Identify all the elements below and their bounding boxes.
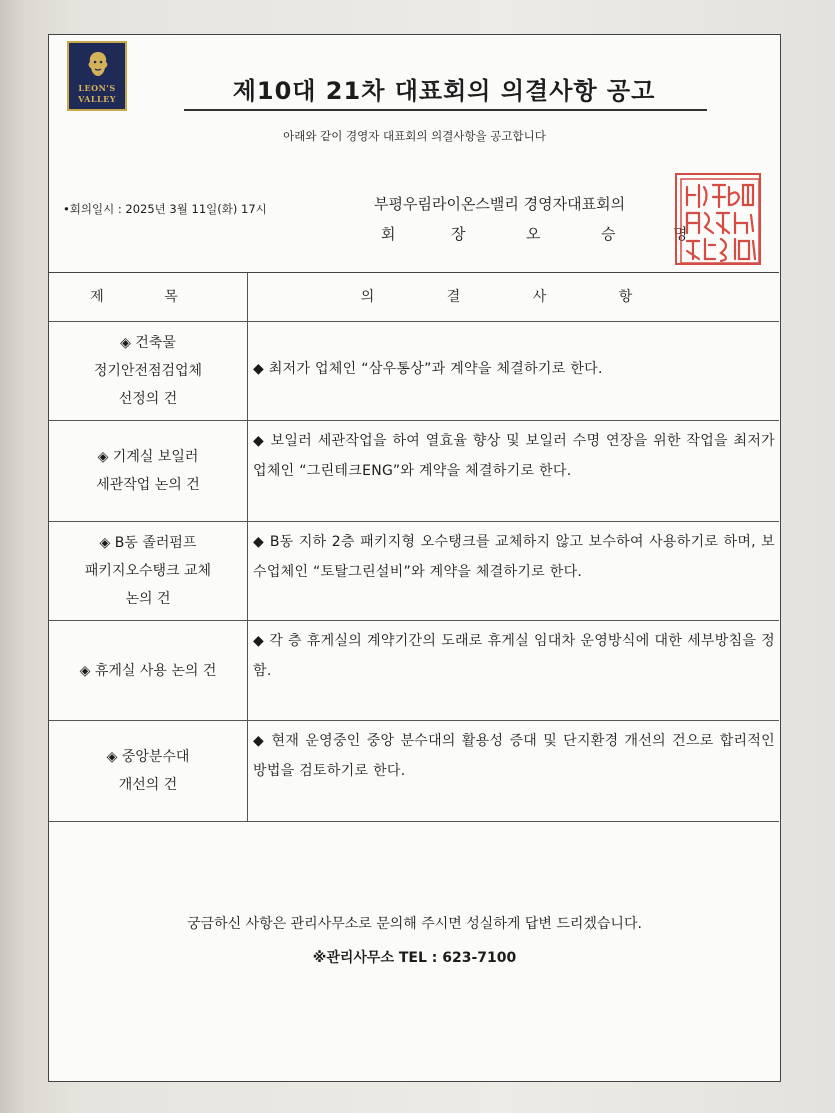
lions-valley-logo bbox=[67, 41, 127, 111]
chair-char: 승 bbox=[601, 225, 616, 243]
logo-text-line2: VALLEY bbox=[78, 94, 116, 104]
table-row bbox=[49, 721, 779, 822]
row-resolution: ◆ B동 지하 2층 패키지형 오수탱크를 교체하지 않고 보수하여 사용하기로 하며, 보수업체인 “토탈그린설비”와 계약을 체결하기로 한다. bbox=[253, 534, 775, 580]
official-seal-stamp bbox=[675, 173, 761, 265]
table-row bbox=[49, 522, 779, 621]
logo-text-line1: LEON'S bbox=[78, 83, 116, 93]
subject-line: ◈ 중앙분수대 bbox=[106, 749, 190, 765]
row-subject bbox=[49, 421, 248, 521]
row-resolution: ◆ 각 층 휴게실의 계약기간의 도래로 휴게실 임대차 운영방식에 대한 세부방침을 정함. bbox=[253, 633, 775, 679]
page-title: 제10대 21차 대표회의 의결사항 공고 bbox=[232, 77, 656, 105]
subject-line: ◈ B동 졸러펌프 bbox=[99, 535, 197, 551]
chair-char: 명 bbox=[673, 225, 688, 243]
row-subject bbox=[49, 721, 248, 821]
subject-line: ◈ 휴게실 사용 논의 건 bbox=[79, 662, 217, 679]
resolution-table bbox=[49, 272, 779, 822]
chair-char: 장 bbox=[451, 225, 466, 243]
header-subject: 제 목 bbox=[49, 273, 248, 321]
subject-line: 선정의 건 bbox=[118, 391, 178, 407]
row-resolution: ◆ 최저가 업체인 “삼우통상”과 계약을 체결하기로 한다. bbox=[253, 361, 603, 377]
header-resolution: 의 결 사 항 bbox=[360, 289, 667, 305]
footer-notice: 궁금하신 사항은 관리사무소로 문의해 주시면 성실하게 답변 드리겠습니다. bbox=[187, 916, 642, 932]
subtitle: 아래와 같이 경영자 대표회의 의결사항을 공고합니다 bbox=[283, 129, 546, 143]
table-row bbox=[49, 421, 779, 522]
chairperson-name bbox=[381, 223, 691, 243]
subject-line: ◈ 기계실 보일러 bbox=[97, 449, 199, 465]
subject-line: 정기안전점검업체 bbox=[93, 363, 203, 379]
subject-line: ◈ 건축물 bbox=[120, 335, 176, 351]
lion-icon bbox=[83, 49, 113, 79]
chair-char: 회 bbox=[381, 225, 396, 243]
title-underline bbox=[184, 109, 707, 111]
subject-line: 논의 건 bbox=[125, 591, 171, 607]
row-subject bbox=[49, 322, 248, 420]
subject-line: 패키지오수탱크 교체 bbox=[84, 563, 212, 579]
table-header-row bbox=[49, 273, 779, 322]
organization-name: 부평우림라이온스밸리 경영자대표회의 bbox=[374, 195, 626, 213]
notice-document bbox=[48, 34, 781, 1082]
subject-line: 세관작업 논의 건 bbox=[96, 477, 200, 493]
row-resolution: ◆ 보일러 세관작업을 하여 열효율 향상 및 보일러 수명 연장을 위한 작업을 최저가 업체인 “그린테크ENG”와 계약을 체결하기로 한다. bbox=[253, 433, 775, 479]
row-resolution: ◆ 현재 운영중인 중앙 분수대의 활용성 증대 및 단지환경 개선의 건으로 합리적인 방법을 검토하기로 한다. bbox=[253, 733, 775, 779]
table-row bbox=[49, 621, 779, 721]
row-subject bbox=[49, 522, 248, 620]
row-subject bbox=[49, 621, 248, 720]
meeting-date: •회의일시 : 2025년 3월 11일(화) 17시 bbox=[63, 202, 267, 216]
chair-char: 오 bbox=[526, 225, 541, 243]
footer-contact: ※관리사무소 TEL : 623-7100 bbox=[312, 950, 517, 966]
table-row bbox=[49, 322, 779, 421]
subject-line: 개선의 건 bbox=[118, 777, 178, 793]
